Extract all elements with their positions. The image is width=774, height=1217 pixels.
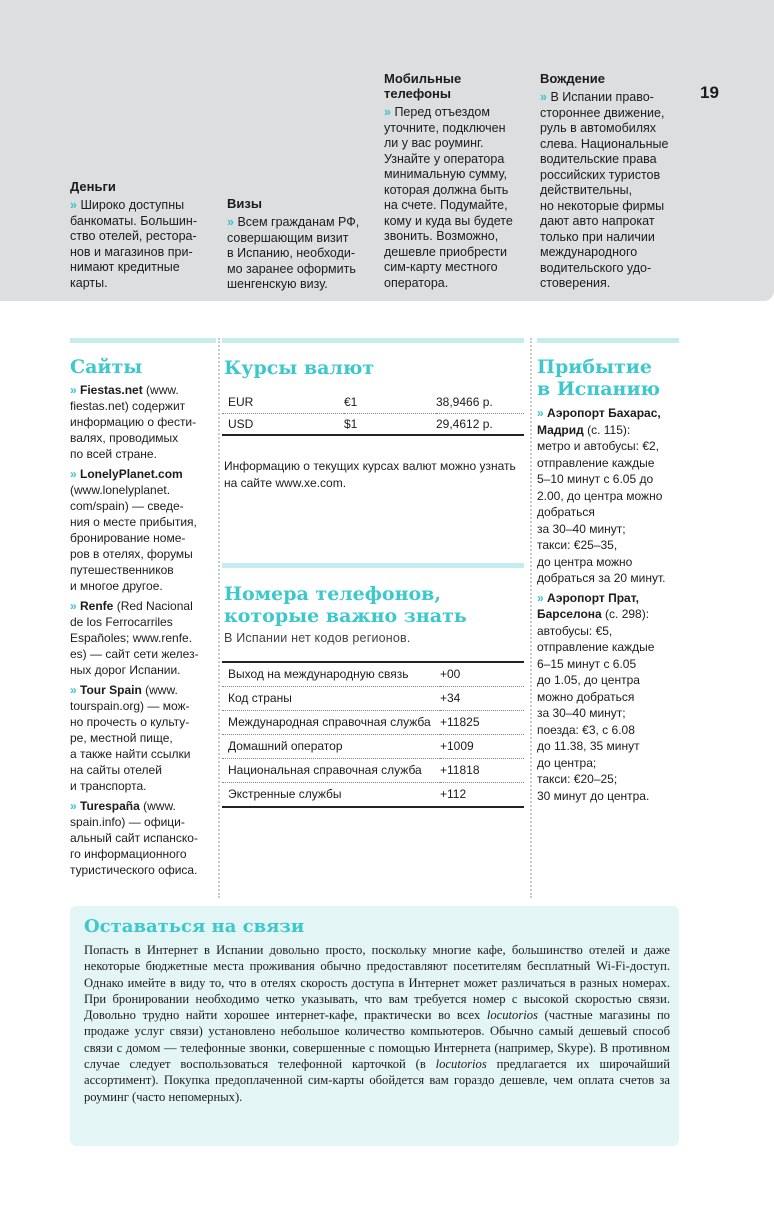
chevron-icon: » — [227, 215, 238, 229]
chevron-icon: » — [537, 406, 548, 420]
table-row — [222, 783, 524, 808]
phone-number: +11825 — [440, 711, 524, 735]
currency-code: USD — [222, 413, 344, 435]
currency-rate: 38,9466 р. — [436, 392, 524, 413]
site-name: LonelyPlanet.com — [80, 467, 183, 481]
site-desc: (Red Nacional de los Ferrocarriles Españoles; www.renfe. es) — сайт сети желез- ных дорог Испании. — [70, 599, 199, 677]
table-row — [222, 711, 524, 735]
currency-table — [222, 392, 524, 436]
phones-title: Номера телефонов, которые важно знать — [224, 583, 467, 627]
currency-rate: 29,4612 р. — [436, 413, 524, 435]
sites-rule — [70, 338, 216, 343]
list-item — [70, 466, 216, 594]
chevron-icon: » — [70, 198, 81, 212]
chevron-icon: » — [384, 105, 395, 119]
list-item — [70, 598, 216, 678]
list-item — [70, 682, 216, 794]
currency-code: EUR — [222, 392, 344, 413]
money-column — [70, 179, 220, 291]
airport-desc: (с. 115): метро и автобусы: €2, отправление каждые 5–10 минут с 6.05 до 2.00, до центра можно добраться за 30–40 минут; такси: €25–35, до центра можно добраться за 20 минут. — [537, 422, 666, 585]
table-row — [222, 392, 524, 413]
money-title: Деньги — [70, 179, 116, 194]
sites-title: Сайты — [70, 356, 143, 378]
driving-column — [540, 71, 690, 292]
site-name: Tour Spain — [80, 683, 142, 697]
sites-list — [70, 382, 216, 882]
visa-title: Визы — [227, 196, 262, 211]
site-desc: (www.lonelyplanet. com/spain) — сведе- ния о месте прибытия, бронирование номе- ров в отелях, форумы путешественников и многое другое. — [70, 483, 197, 593]
phones-subtitle: В Испании нет кодов регионов. — [224, 631, 411, 645]
phones-rule — [222, 563, 524, 568]
phone-number: +34 — [440, 687, 524, 711]
chevron-icon: » — [540, 90, 551, 104]
phone-label: Выход на международную связь — [222, 662, 440, 687]
connection-title: Оставаться на связи — [84, 916, 305, 937]
table-row — [222, 662, 524, 687]
driving-text: В Испании право- стороннее движение, руль в автомобилях слева. Национальные водительские права российских туристов действительны, но некоторые фирмы дают авто напрокат только при наличии международного водительского удо- стоверения. — [540, 90, 669, 290]
mobile-text: Перед отъездом уточните, подключен ли у вас роуминг. Узнайте у оператора минимальную сумму, которая должна быть на счете. Подумайте, кому и куда вы будете звонить. Возможно, дешевле приобрести сим-карту местного оператора. — [384, 105, 513, 290]
airport-name: Аэропорт Прат, Барселона — [537, 590, 640, 621]
chevron-icon: » — [70, 683, 81, 697]
list-item — [537, 405, 683, 587]
site-name: Turespaña — [80, 799, 140, 813]
site-desc: (www. tourspain.org) — мож- но прочесть о культу- ре, местной пище, а также найти ссылки на сайты отелей и транспорта. — [70, 683, 191, 793]
site-desc: (www. spain.info) — офици- альный сайт испанско- го информационного туристического офиса. — [70, 799, 198, 877]
phone-number: +112 — [440, 783, 524, 808]
phone-number: +00 — [440, 662, 524, 687]
phone-number: +11818 — [440, 759, 524, 783]
list-item — [70, 798, 216, 878]
table-row — [222, 759, 524, 783]
site-name: Renfe — [80, 599, 114, 613]
chevron-icon: » — [537, 590, 548, 605]
page-number: 19 — [700, 83, 719, 102]
mobile-column — [384, 71, 534, 291]
currency-note: Информацию о текущих курсах валют можно узнать на сайте www.xe.com. — [224, 459, 516, 490]
currency-rule — [222, 338, 524, 343]
site-desc: (www. fiestas.net) содержит информацию о фести- валях, проводимых по всей стране. — [70, 383, 197, 461]
airport-desc: (с. 298): автобусы: €5, отправление каждые 6–15 минут с 6.05 до 1.05, до центра можно добраться за 30–40 минут; поезда: €3, с 6.08 до 11.38, 35 минут до центра; такси: €20–25; 30 минут до центра. — [537, 607, 655, 803]
visa-column — [227, 196, 377, 293]
phone-label: Домашний оператор — [222, 735, 440, 759]
column-divider — [218, 338, 220, 898]
arrival-list — [537, 405, 683, 807]
chevron-icon: » — [70, 383, 81, 397]
mobile-title: Мобильные телефоны — [384, 71, 462, 101]
driving-title: Вождение — [540, 71, 605, 86]
phone-label: Экстренные службы — [222, 783, 440, 808]
table-row — [222, 735, 524, 759]
phone-label: Код страны — [222, 687, 440, 711]
list-item — [70, 382, 216, 462]
arrival-rule — [537, 338, 679, 343]
currency-title: Курсы валют — [224, 357, 375, 379]
currency-unit: $1 — [344, 413, 436, 435]
stay-connected-box — [70, 906, 679, 1146]
phone-label: Национальная справочная служба — [222, 759, 440, 783]
arrival-title: Прибытие в Испанию — [537, 356, 661, 400]
money-text: Широко доступны банкоматы. Большин- ство отелей, рестора- нов и магазинов при- нимают кредитные карты. — [70, 198, 197, 290]
phone-label: Международная справочная служба — [222, 711, 440, 735]
chevron-icon: » — [70, 467, 81, 481]
phones-table — [222, 661, 524, 808]
airport-name: Аэропорт Бахарас, Мадрид — [537, 406, 661, 437]
visa-text: Всем гражданам РФ, совершающим визит в Испанию, необходи- мо заранее оформить шенгенскую визу. — [227, 215, 360, 291]
currency-unit: €1 — [344, 392, 436, 413]
table-row — [222, 413, 524, 435]
table-row — [222, 687, 524, 711]
list-item — [537, 590, 683, 805]
connection-text: Попасть в Интернет в Испании довольно просто, поскольку многие кафе, большинство отелей и даже некоторые бюджетные места проживания обычно предоставляют посетителям бесплатный Wi-Fi-доступ. Однако имейте в виду то, что в отелях скорость доступа в Интернет может различаться в разных номерах. При бронировании необходимо четко указывать, что вам требуется номер с высокой скоростью связи. Довольно трудно найти хорошее интернет-кафе, практически во всех locutorios (частные магазины по продаже услуг связи) установлено небольшое количество компьютеров. Обычно самый дешевый способ связи с домом — телефонные звонки, совершенные с помощью Интернета (например, Skype). В противном случае следует воспользоваться телефонной карточкой (в locutorios предлагается их широчайший ассортимент). Покупка предоплаченной сим-карты обойдется вам гораздо дешевле, чем оплата счетов за роуминг (часто непомерных). — [84, 943, 671, 1104]
column-divider — [530, 338, 532, 898]
chevron-icon: » — [70, 599, 81, 613]
phone-number: +1009 — [440, 735, 524, 759]
chevron-icon: » — [70, 799, 81, 813]
site-name: Fiestas.net — [80, 383, 143, 397]
